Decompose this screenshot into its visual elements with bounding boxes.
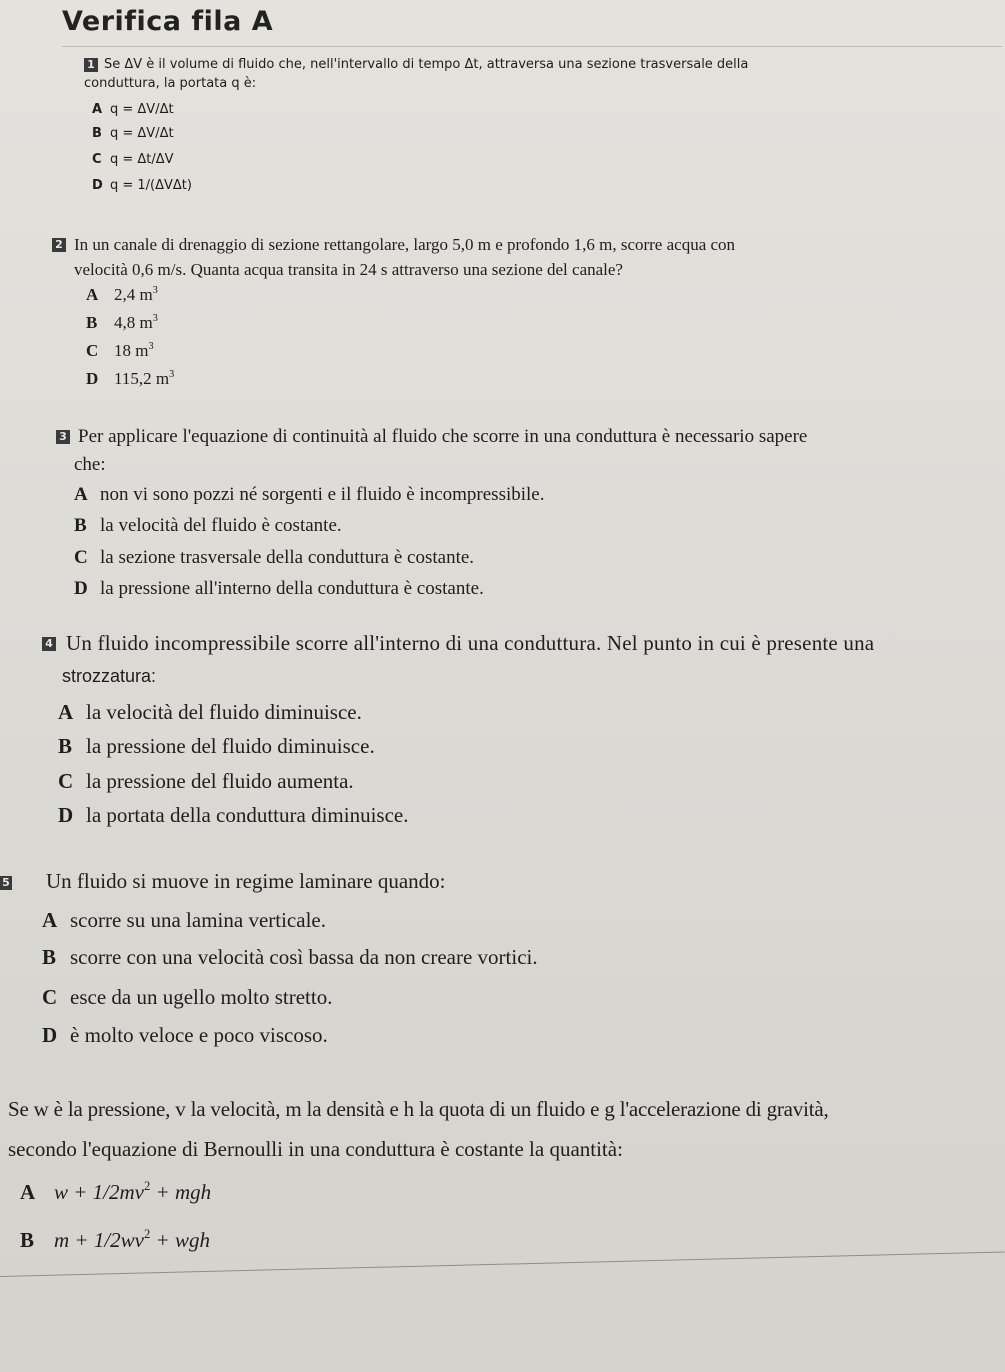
question-3-option-a[interactable]: A non vi sono pozzi né sorgenti e il fluido è incompressibile. [74, 484, 545, 505]
question-6-option-a[interactable]: A $w + 1/2mv^2$ + mgh [20, 1179, 212, 1204]
question-4-text-line-2: strozzatura: [62, 666, 157, 686]
question-2-option-d[interactable]: D 115,2 $m^3$ [86, 368, 175, 388]
question-4-option-b[interactable]: B la pressione del fluido diminuisce. [58, 734, 375, 758]
question-number-5: 5 [0, 876, 12, 890]
question-1-option-b[interactable]: B q = ΔV/Δt [92, 126, 174, 141]
question-6-text-line-2: secondo l'equazione di Bernoulli in una conduttura è costante la quantità: [8, 1137, 623, 1161]
page-edge-line [0, 1251, 1005, 1277]
question-number-4: 4 [42, 637, 56, 651]
question-3-option-d[interactable]: D la pressione all'interno della conduttura è costante. [74, 578, 484, 599]
page-title: Verifica fila A [62, 6, 274, 37]
question-1-text-line-1: Se ΔV è il volume di fluido che, nell'intervallo di tempo Δt, attraversa una sezione trasversale della [104, 57, 749, 72]
question-2-option-b[interactable]: B 4,8 $m^3$ [86, 312, 158, 332]
question-6-option-b[interactable]: B $m + 1/2wv^2$ + wgh [20, 1227, 210, 1252]
question-1-option-a[interactable]: A q = ΔV/Δt [92, 102, 174, 117]
question-4-option-a[interactable]: A la velocità del fluido diminuisce. [58, 700, 362, 724]
question-3-text-line-1: Per applicare l'equazione di continuità al fluido che scorre in una conduttura è necessario sapere [78, 426, 808, 447]
question-2-option-a[interactable]: A 2,4 $m^3$ [86, 284, 158, 304]
question-3-option-c[interactable]: C la sezione trasversale della conduttura è costante. [74, 547, 475, 568]
question-5-option-b[interactable]: B scorre con una velocità così bassa da non creare vortici. [42, 945, 538, 969]
question-4-text-line-1: Un fluido incompressibile scorre all'interno di una conduttura. Nel punto in cui è presente una [66, 631, 875, 655]
question-1-text-line-2: conduttura, la portata q è: [84, 76, 257, 91]
question-5-option-a[interactable]: A scorre su una lamina verticale. [42, 908, 326, 932]
question-6-text-line-1: Se w è la pressione, v la velocità, m la densità e h la quota di un fluido e g l'accelerazione di gravità, [8, 1097, 829, 1121]
question-number-2: 2 [52, 238, 66, 252]
title-divider [62, 46, 1002, 47]
question-2-text-line-1: In un canale di drenaggio di sezione rettangolare, largo 5,0 m e profondo 1,6 m, scorre acqua con [74, 235, 736, 254]
question-number-3: 3 [56, 430, 70, 444]
question-2-text-line-2: velocità 0,6 m/s. Quanta acqua transita in 24 s attraverso una sezione del canale? [74, 260, 623, 279]
question-3-option-b[interactable]: B la velocità del fluido è costante. [74, 515, 342, 536]
question-2-option-c[interactable]: C 18 $m^3$ [86, 340, 154, 360]
question-4-option-d[interactable]: D la portata della conduttura diminuisce. [58, 803, 409, 827]
question-1-option-d[interactable]: D q = 1/(ΔVΔt) [92, 178, 192, 193]
question-5-option-c[interactable]: C esce da un ugello molto stretto. [42, 985, 333, 1009]
question-number-1: 1 [84, 58, 98, 72]
question-1-option-c[interactable]: C q = Δt/ΔV [92, 152, 174, 167]
question-5-text: Un fluido si muove in regime laminare quando: [46, 869, 446, 893]
question-3-text-line-2: che: [74, 454, 106, 475]
question-4-option-c[interactable]: C la pressione del fluido aumenta. [58, 769, 354, 793]
question-5-option-d[interactable]: D è molto veloce e poco viscoso. [42, 1023, 328, 1047]
